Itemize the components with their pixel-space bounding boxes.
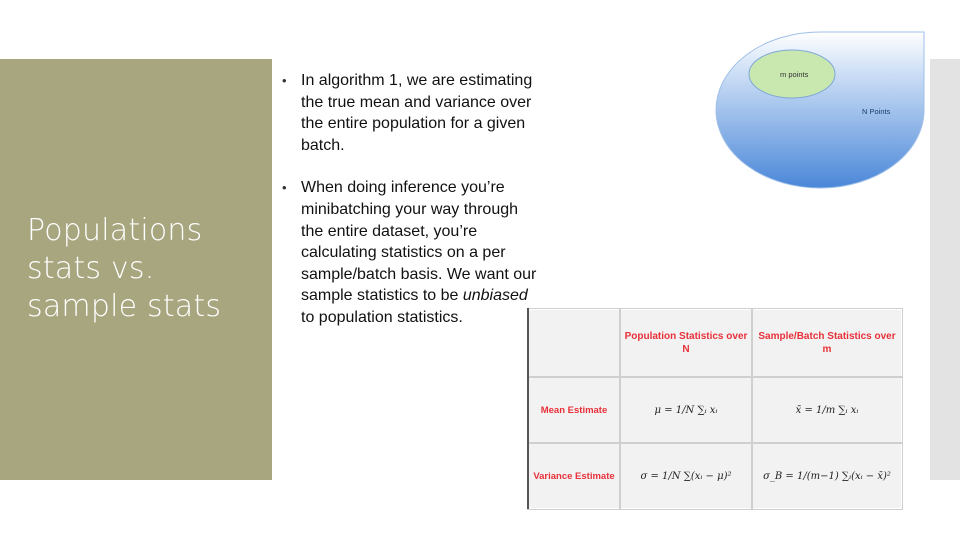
- bullet-emphasis: unbiased: [462, 287, 528, 305]
- sample-header: Sample/Batch Statistics over m: [752, 309, 902, 377]
- sample-mean-formula: x̄ = 1/m ∑ᵢ xᵢ: [752, 377, 902, 443]
- right-edge-strip: [930, 59, 960, 480]
- bullet-item: [282, 177, 544, 328]
- population-variance-formula: σ = 1/N ∑(xᵢ − μ)²: [620, 443, 752, 509]
- bullet-text: [301, 179, 536, 326]
- table-row: [528, 377, 902, 443]
- population-header: Population Statistics over N: [620, 309, 752, 377]
- bullet-text-before: When doing inference you’re minibatching your way through the entire dataset, you’re calculating statistics on a per sample/batch basis. We want our sample statistics to be: [301, 179, 537, 305]
- population-label: N Points: [862, 107, 891, 116]
- bullet-glyph: •: [282, 180, 287, 196]
- sample-label: m points: [780, 70, 809, 79]
- row-label: Mean Estimate: [528, 377, 620, 443]
- population-mean-formula: μ = 1/N ∑ᵢ xᵢ: [620, 377, 752, 443]
- slide-title: Populations stats vs. sample stats: [27, 213, 222, 324]
- bullet-glyph: •: [282, 73, 287, 88]
- bullet-list: [282, 70, 544, 329]
- table-frame-edge: [527, 308, 529, 509]
- bullet-text-after: to population statistics.: [301, 308, 463, 326]
- table-row: [528, 443, 902, 509]
- bullet-text: In algorithm 1, we are estimating the true mean and variance over the entire population for a given batch.: [301, 72, 533, 154]
- population-sample-diagram: [712, 30, 928, 192]
- bullet-item: [282, 70, 544, 156]
- statistics-table: [527, 308, 903, 510]
- row-label: Variance Estimate: [528, 443, 620, 509]
- table-header-row: [528, 309, 902, 377]
- table-corner-cell: [528, 309, 620, 377]
- sample-variance-formula: σ_B = 1/(m−1) ∑ᵢ(xᵢ − x̄)²: [752, 443, 902, 509]
